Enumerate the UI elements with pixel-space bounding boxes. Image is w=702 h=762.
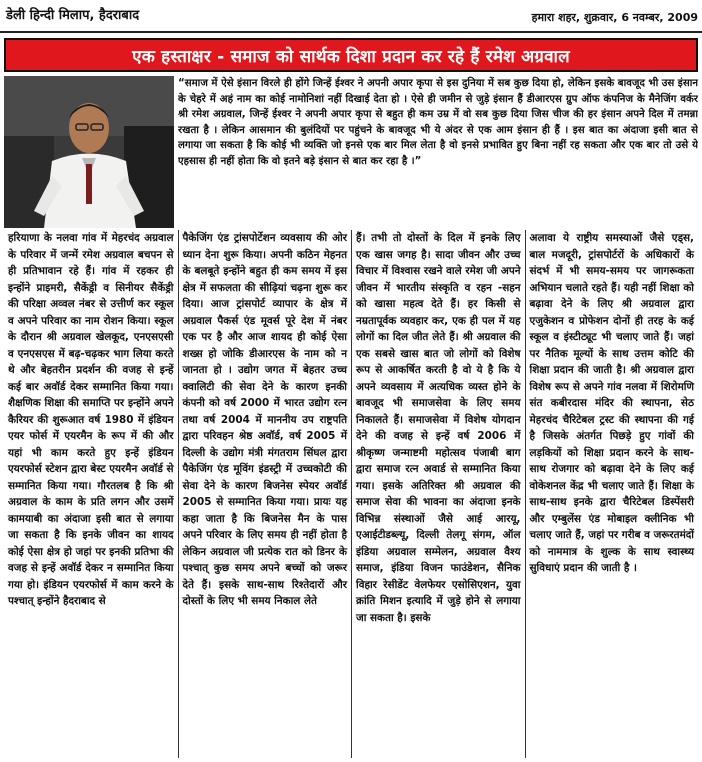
headline-banner bbox=[4, 38, 698, 72]
headline: एक हस्ताक्षर - समाज को सार्थक दिशा प्रदान कर रहे हैं रमेश अग्रवाल bbox=[132, 46, 570, 67]
newspaper-name: डेली हिन्दी मिलाप, हैदराबाद bbox=[6, 8, 140, 23]
portrait-illustration bbox=[4, 76, 174, 228]
article-column-3: हैं। तभी तो दोस्तों के दिल में इनके लिए एक खास जगह है। सादा जीवन और उच्च विचार में विश्वास रखने वाले रमेश जी अपने जीवन में भारतीय संस्कृति व रहन -सहन को खासा महत्व देते हैं। हर किसी से नम्रतापूर्वक व्यवहार कर, एक ही पल में यह लोगों का दिल जीत लेते हैं। श्री अग्रवाल की एक सबसे खास बात जो लोगों को विशेष रूप से आकर्षित करती है वो ये है कि ये अपने व्यवसाय में अत्यधिक व्यस्त होने के बावजूद भी समाजसेवा के लिए समय निकालते हैं। समाजसेवा में विशेष योगदान देने की वजह से इन्हें वर्ष 2006 में श्रीकृष्ण जन्माष्टमी महोत्सव पंजाबी बाग द्वारा समाज रत्न अवार्ड से सम्मानित किया गया। इसके अतिरिक्त श्री अग्रवाल की समाज सेवा की भावना का अंदाजा इनके विभिन्न संस्थाओं जैसे आई आरयू, एआईटीडब्ल्यू, दिल्ली तेलगू संगम, ऑल इंडिया अग्रवाल सम्मेलन, अग्रवाल वैश्य समाज, इंडिया विजन फाउंडेशन, सैनिक विहार रेसीडेंट वेलफेयर एसोसिएशन, युवा क्रांति मिशन इत्यादि में जुड़े होने से लगाया जा सकता है। इसके bbox=[351, 230, 525, 758]
article-column-2: पैकेजिंग एंड ट्रांसपोर्टेशन व्यवसाय की ओर ध्यान देना शुरू किया। अपनी कठिन मेहनत के बलबूते इन्होंने बहुत ही कम समय में इस क्षेत्र में सफलता की सीढ़ियां चढ़ना शुरू कर दिया। आज ट्रांसपोर्ट व्यापार के क्षेत्र में अग्रवाल पैकर्स एंड मूवर्स पूरे देश में नंबर एक पर है और आज शायद ही कोई ऐसा शख्स हो जोकि डीआरएस के नाम को न जानता हो । उद्योग जगत में बेहतर उच्च क्वालिटी की सेवा देने के कारण इनकी कंपनी को वर्ष 2000 में भारत उद्योग रत्न तथा वर्ष 2004 में माननीय उप राष्ट्रपति द्वारा परिवहन श्रेष्ठ अवॉर्ड, वर्ष 2005 में दिल्ली के उद्योग मंत्री मंगतराम सिंघल द्वारा पैकेजिंग एंड मूविंग इंडस्ट्री में उच्चकोटी की सेवा देने के कारण बिजनेस स्पेयर अवॉर्ड 2005 से सम्मानित किया गया। प्रायः यह कहा जाता है कि बिजनेस मैन के पास अपने परिवार के लिए समय ही नहीं होता है लेकिन अग्रवाल जी प्रत्येक रात को डिनर के पश्चात् कुछ समय अपने बच्चों को जरूर देते हैं। इसके साथ-साथ रिश्तेदारों और दोस्तों के लिए भी समय निकाल लेते bbox=[178, 230, 352, 758]
header-rule bbox=[0, 31, 702, 33]
intro-quote: “समाज में ऐसे इंसान विरले ही होंगे जिन्हें ईश्वर ने अपनी अपार कृपा से इस दुनिया में सब कुछ दिया हो, लेकिन इसके बावजूद भी उस इंसान के चेहरे में अहं नाम का कोई नामोनिशां नहीं दिखाई देता हो । ऐसे ही जमीन से जुड़े इंसान हैं डीआरएस ग्रुप ऑफ कंपनिज के मैनेजिंग वर्कर श्री रमेश अग्रवाल, जिन्हें ईश्वर ने अपनी अपार कृपा से बहुत ही कम उम्र में वो सब कुछ दिया जिस चीज की हर इंसान अपने दिल में तमन्ना रखता है । लेकिन आसमान की बुलंदियों पर पहुंचने के बावजूद भी ये अंदर से एक आम इंसान ही हैं । इस बात का अंदाजा इसी बात से लगाया जा सकता है कि कोई भी व्यक्ति जो इनसे एक बार मिल लेता है वो इनसे प्रभावित हुए बिना नहीं रह सकता और एक बार तो उसे ये एहसास ही नहीं होता कि वो इतने बड़े इंसान से बात कर रहा है ।” bbox=[178, 78, 698, 167]
article-body bbox=[4, 230, 698, 758]
portrait-photo bbox=[4, 76, 174, 228]
article-column-1: हरियाणा के नलवा गांव में मेहरचंद अग्रवाल के परिवार में जन्में रमेश अग्रवाल बचपन से ही प्रतिभावान रहे हैं। गांव में रहकर ही इन्होंने प्राइमरी, सैकेंड्री व सिनीयर सैकेंड्री की परिक्षा अव्वल नंबर से उत्तीर्ण कर स्कूल व अपने परिवार का नाम रोशन किया। स्कूल के दौरान श्री अग्रवाल खेलकूद, एनएसएसी व एनएसएस में बढ़-चढ़कर भाग लिया करते थे और बेहतरीन प्रदर्शन की वजह से इन्हें कई बार अवॉर्ड देकर सम्मानित किया गया। शैक्षणिक शिक्षा की समाप्ति पर इन्होंने अपने कैरियर की शुरूआत वर्ष 1980 में इंडियन एयर फोर्स में एयरमैन के रूप में की और यहां भी काम करते हुए इन्हें इंडियन एयरफोर्स स्टेशन द्वारा बेस्ट एयरमैन अवॉर्ड से सम्मानित किया गया। गौरतलब है कि श्री अग्रवाल के काम के प्रति लगन और उसमें कामयाबी का अंदाजा इसी बात से लगाया जा सकता है कि इनके जीवन का शायद कोई ऐसा क्षेत्र हो जहां पर इनकी प्रतिभा की वजह से इन्हें अवॉर्ड देकर न सम्मानित किया गया हो। इंडियन एयरफोर्स में काम करने के पश्चात् इन्होंने हैदराबाद से bbox=[8, 232, 174, 607]
date-line: हमारा शहर, शुक्रवार, 6 नवम्बर, 2009 bbox=[531, 11, 698, 24]
page-header bbox=[0, 0, 702, 32]
article-column-4: अलावा ये राष्ट्रीय समस्याओं जैसे एड्स, बाल मजदूरी, ट्रांसपोर्टरों के अधिकारों के संदर्भ में भी समय-समय पर जागरूकता अभियान चलाते रहते हैं। यही नहीं शिक्षा को बढ़ावा देने के लिए श्री अग्रवाल द्वारा एजुकेशन व प्रोफेशन दोनों ही तरह के कई स्कूल व इंस्टीट्यूट भी चलाए जाते हैं। जहां पर नैतिक मूल्यों के साथ उत्तम कोटि की शिक्षा प्रदान की जाती है। श्री अग्रवाल द्वारा विशेष रूप से अपने गांव नलवा में शिरोमणि संत कबीरदास मंदिर की स्थापना, सेठ मेहरचंद चैरिटेबल ट्रस्ट की स्थापना की गई है जिसके अंतर्गत पिछड़े हुए गांवों की लड़कियों को शिक्षा प्रदान करने के साथ-साथ रोजगार को बढ़ावा देने के लिए कई वोकेशनल केंद्र भी चलाए जाते हैं। शिक्षा के साथ-साथ इनके द्वारा चैरिटेबल डिस्पेंसरी और एम्बुलेंस एंड मोबाइल क्लीनिक भी चलाए जाते हैं, जहां पर गरीब व जरूरतमंदों को नाममात्र के शुल्क के साथ स्वास्थ्य सुविधाएं प्रदान की जाती है । bbox=[525, 230, 699, 758]
